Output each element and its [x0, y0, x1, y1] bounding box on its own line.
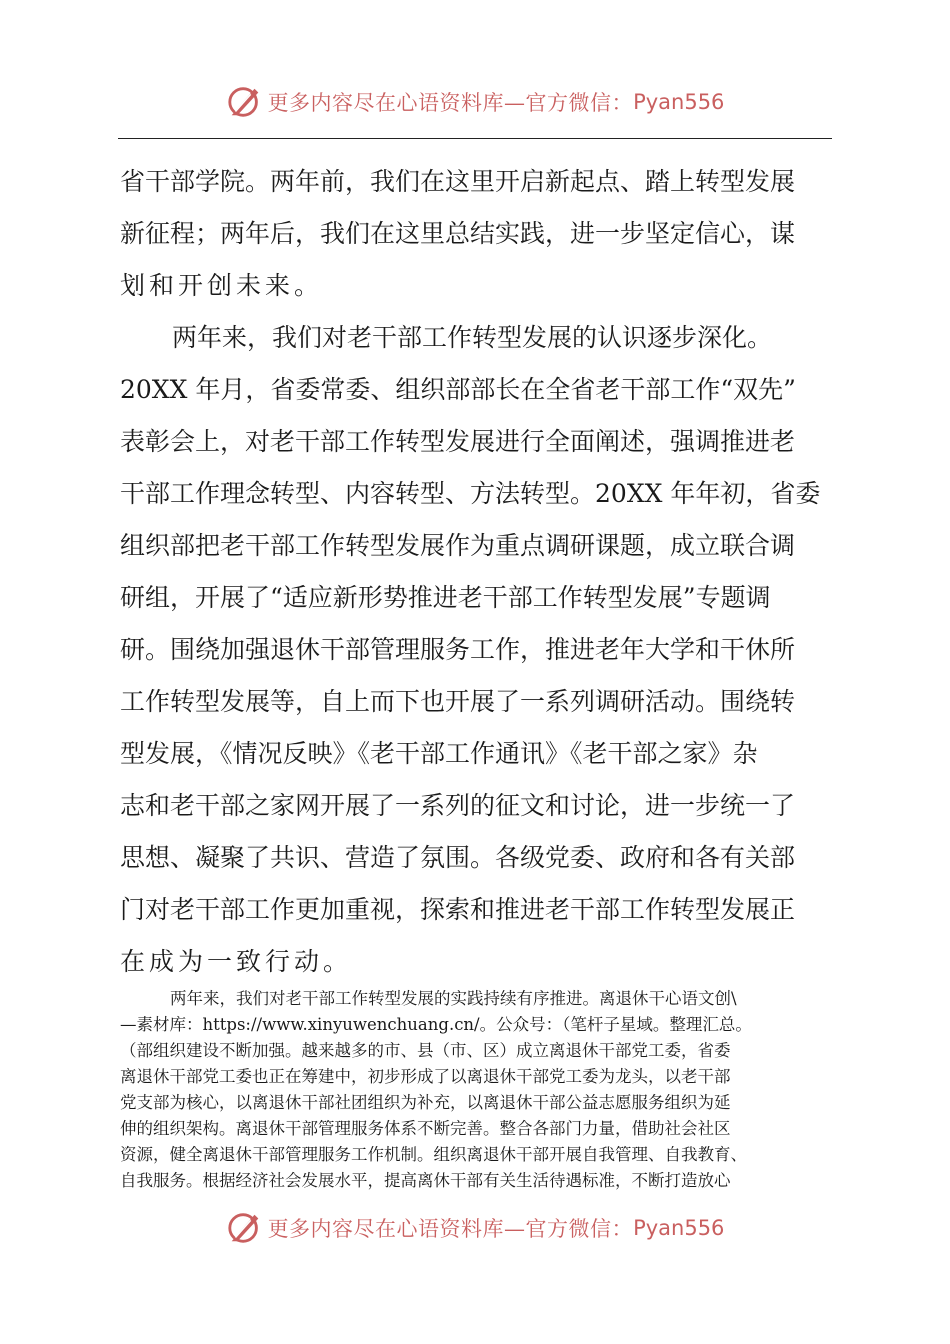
footer-banner	[0, 1208, 950, 1248]
text-line: 研组，开展了“适应新形势推进老干部工作转型发展”专题调	[120, 583, 771, 612]
main-paragraphs	[120, 156, 832, 988]
small-text-line: 离退休干部党工委也正在筹建中，初步形成了以离退休干部党工委为龙头，以老干部	[120, 1067, 731, 1086]
text-line: 门对老干部工作更加重视，探索和推进老干部工作转型发展正	[120, 895, 796, 924]
text-line: 组织部把老干部工作转型发展作为重点调研课题，成立联合调	[120, 531, 796, 560]
small-text-line: 自我服务。根据经济社会发展水平，提高离休干部有关生活待遇标准，不断打造放心	[120, 1171, 731, 1190]
text-line: 两年来，我们对老干部工作转型发展的认识逐步深化。	[172, 323, 773, 352]
text-line: 研。围绕加强退休干部管理服务工作，推进老年大学和干休所	[120, 635, 796, 664]
text-line: 志和老干部之家网开展了一系列的征文和讨论，进一步统一了	[120, 791, 796, 820]
text-line: 思想、凝聚了共识、营造了氛围。各级党委、政府和各有关部	[120, 843, 796, 872]
small-text-line: 资源，健全离退休干部管理服务工作机制。组织离退休干部开展自我管理、自我教育、	[120, 1145, 747, 1164]
text-line: 新征程；两年后，我们在这里总结实践，进一步坚定信心，谋	[120, 219, 796, 248]
footer-banner-code: Pyan556	[633, 1216, 725, 1240]
text-line: 工作转型发展等，自上而下也开展了一系列调研活动。围绕转	[120, 687, 796, 716]
small-paragraph	[120, 986, 832, 1194]
header-banner	[0, 82, 950, 122]
header-banner-text: 更多内容尽在心语资料库—官方微信：	[267, 91, 634, 115]
footer-banner-text: 更多内容尽在心语资料库—官方微信：	[267, 1217, 634, 1241]
header-divider	[118, 138, 832, 139]
text-line: 20XX 年月，省委常委、组织部部长在全省老干部工作“双先”	[120, 375, 796, 404]
text-line: 型发展，《情况反映》《老干部工作通讯》《老干部之家》杂	[120, 739, 758, 768]
small-text-line-url: —素材库：https://www.xinyuwenchuang.cn/。公众号：（笔杆子星域。整理汇总。	[120, 1015, 752, 1034]
feather-pen-logo-icon	[226, 83, 264, 121]
text-line: 在成为一致行动。	[120, 947, 353, 976]
text-line: 干部工作理念转型、内容转型、方法转型。20XX 年年初，省委	[120, 479, 821, 508]
feather-pen-logo-icon	[226, 1209, 264, 1247]
small-text-line: 伸的组织架构。离退休干部管理服务体系不断完善。整合各部门力量，借助社会社区	[120, 1119, 731, 1138]
text-line: 表彰会上，对老干部工作转型发展进行全面阐述，强调推进老	[120, 427, 796, 456]
small-text-line: （部组织建设不断加强。越来越多的市、县（市、区）成立离退休干部党工委，省委	[120, 1041, 731, 1060]
small-text-line: 两年来，我们对老干部工作转型发展的实践持续有序推进。离退休干心语文创\	[170, 989, 737, 1008]
text-line: 省干部学院。两年前，我们在这里开启新起点、踏上转型发展	[120, 167, 796, 196]
small-text-line: 党支部为核心，以离退休干部社团组织为补充，以离退休干部公益志愿服务组织为延	[120, 1093, 731, 1112]
text-line: 划和开创未来。	[120, 271, 324, 300]
header-banner-code: Pyan556	[633, 90, 725, 114]
